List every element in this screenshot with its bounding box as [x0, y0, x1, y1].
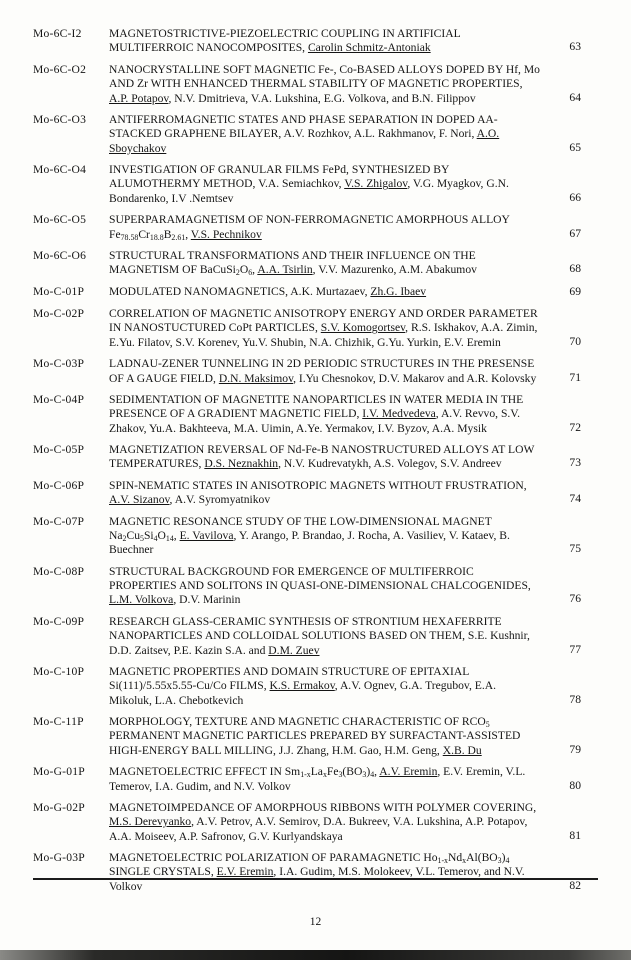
entry-page-number: 65: [569, 140, 581, 154]
title-text: O: [239, 263, 249, 277]
subscript-text: 18.8: [149, 232, 164, 242]
entry-code: Mo-C-06P: [33, 478, 85, 492]
title-text: MAGNETIC RESONANCE STUDY OF THE LOW-DIMENSIONAL MAGNET Na: [109, 514, 492, 542]
toc-entry: [33, 249, 581, 278]
title-text: Al(BO: [466, 851, 498, 864]
title-text: LADNAU-ZENER TUNNELING IN 2D PERIODIC STRUCTURES IN THE PRESENSE OF A GAUGE FIELD,: [109, 357, 535, 385]
author-underlined: A.P. Potapov: [109, 91, 169, 105]
title-text: MORPHOLOGY, TEXTURE AND MAGNETIC CHARACTERISTIC OF RCO: [109, 715, 486, 728]
page-number: 12: [309, 916, 322, 928]
author-underlined: D.S. Neznakhin: [204, 457, 279, 471]
title-text: , R.S. Iskhakov, A.A. Zimin, E.Yu. Filatov, S.V. Korenev, Yu.V. Shubin, N.A. Chizhik, G.Yu. Yurkin, E.V. Eremin: [109, 321, 538, 349]
title-text: STRUCTURAL BACKGROUND FOR EMERGENCE OF MULTIFERROIC PROPERTIES AND SOLITONS IN QUASI-ONE-DIMENSIONAL CHALCOGENIDES,: [109, 564, 531, 592]
scan-edge-artifact: [0, 950, 631, 960]
entry-title: [109, 715, 555, 758]
title-text: ,: [185, 227, 191, 241]
entry-code: Mo-C-03P: [33, 357, 85, 371]
toc-entry: [33, 615, 581, 658]
author-underlined: M.S. Derevyanko: [109, 815, 192, 829]
title-text: , D.V. Marinin: [173, 593, 241, 607]
entry-code: Mo-6C-O6: [33, 248, 87, 262]
subscript-text: x: [322, 770, 327, 780]
author-underlined: V.S. Zhigalov: [344, 177, 408, 191]
entry-title: [109, 565, 555, 608]
subscript-text: 4: [370, 770, 375, 780]
entry-title: [109, 665, 555, 708]
subscript-text: 2.61: [171, 232, 186, 242]
entry-title: [109, 249, 555, 278]
title-text: Nd: [448, 851, 463, 864]
subscript-text: 3: [338, 770, 343, 780]
toc-entry: [33, 665, 581, 708]
author-underlined: S.V. Komogortsev: [320, 321, 406, 335]
entry-page-number: 71: [569, 370, 581, 384]
entry-page-number: 77: [569, 642, 581, 656]
title-text: STRUCTURAL TRANSFORMATIONS AND THEIR INFLUENCE ON THE MAGNETISM OF BaCuSi: [109, 248, 476, 277]
entry-page-number: 73: [569, 456, 581, 470]
toc-entry: [33, 765, 581, 794]
author-underlined: Zh.G. Ibaev: [370, 284, 427, 298]
toc-entry: [33, 113, 581, 156]
entry-title: [109, 515, 555, 558]
entry-page-number: 78: [569, 692, 581, 706]
title-text: MODULATED NANOMAGNETICS, A.K. Murtazaev,: [109, 284, 371, 298]
title-text: , A.V. Ognev, G.A. Tregubov, E.A. Mikoluk, L.A. Chebotkevich: [109, 679, 497, 707]
entry-title: [109, 765, 555, 794]
toc-entry: [33, 393, 581, 436]
toc-entry: [33, 213, 581, 242]
author-underlined: D.N. Maksimov: [218, 371, 294, 385]
subscript-text: 2: [122, 533, 127, 543]
author-underlined: V.S. Pechnikov: [190, 227, 262, 241]
title-text: La: [310, 765, 323, 779]
entry-code: Mo-G-03P: [33, 851, 85, 864]
entry-title: [109, 113, 555, 156]
title-text: B: [163, 227, 172, 241]
author-underlined: A.O. Sboychakov: [109, 127, 500, 155]
title-text: SUPERPARAMAGNETISM OF NON-FERROMAGNETIC AMORPHOUS ALLOY Fe: [109, 213, 510, 241]
title-text: MAGNETIC PROPERTIES AND DOMAIN STRUCTURE OF EPITAXIAL Si(111)/5.55x5.55-Cu/Co FILMS,: [109, 664, 469, 693]
entry-code: Mo-C-11P: [33, 715, 84, 728]
title-text: , I.Yu Chesnokov, D.V. Makarov and A.R. Kolovsky: [293, 371, 537, 385]
title-text: CORRELATION OF MAGNETIC ANISOTROPY ENERGY AND ORDER PARAMETER IN NANOSTUCTURED CoPt PARTICLES,: [109, 307, 538, 335]
entry-code: Mo-C-04P: [33, 392, 85, 406]
author-underlined: A.V. Sizanov: [109, 493, 170, 507]
title-text: INVESTIGATION OF GRANULAR FILMS FePd, SYNTHESIZED BY ALUMOTHERMY METHOD, V.A. Semiachkov,: [109, 163, 449, 191]
subscript-text: x: [462, 855, 467, 865]
entry-page-number: 79: [569, 742, 581, 756]
entry-code: Mo-C-07P: [33, 514, 85, 528]
entry-code: Mo-C-02P: [33, 307, 85, 320]
subscript-text: 3: [497, 855, 502, 865]
title-text: ): [366, 765, 371, 779]
title-text: O: [157, 528, 166, 542]
entry-page-number: 80: [569, 778, 581, 792]
entry-code: Mo-C-10P: [33, 664, 85, 678]
entry-title: [109, 801, 555, 844]
toc-entry: [33, 163, 581, 206]
entry-code: Mo-C-09P: [33, 614, 85, 628]
title-text: NANOCRYSTALLINE SOFT MAGNETIC Fe-, Co-BASED ALLOYS DOPED BY Hf, Mo AND Zr WITH ENHANCED THERMAL STABILITY OF MAGNETIC PROPERTIES,: [109, 62, 540, 91]
entry-page-number: 64: [569, 90, 581, 104]
subscript-text: 4: [505, 855, 510, 865]
subscript-text: 1-x: [437, 855, 448, 865]
entry-page-number: 69: [569, 284, 581, 298]
toc-entry: [33, 801, 581, 844]
entry-code: Mo-C-01P: [33, 284, 85, 298]
author-underlined: K.S. Ermakov: [269, 679, 335, 693]
title-text: (BO: [342, 765, 363, 779]
title-text: Cr: [138, 227, 150, 241]
toc-entry: [33, 285, 581, 300]
title-text: ANTIFERROMAGNETIC STATES AND PHASE SEPARATION IN DOPED AA-STACKED GRAPHENE BILAYER, A.V. Rozhkov, A.L. Rakhmanov, F. Nori,: [109, 112, 498, 141]
title-text: ): [501, 851, 506, 864]
entry-title: [109, 393, 555, 436]
title-text: ,: [374, 765, 380, 779]
author-underlined: E.V. Eremin: [216, 865, 274, 879]
title-text: RESEARCH GLASS-CERAMIC SYNTHESIS OF STRONTIUM HEXAFERRITE NANOPARTICLES AND COLLOIDAL SOLUTIONS BASED ON THEM, S.E. Kushnir, D.D. Zaitsev, P.E. Kazin S.A. and: [109, 614, 530, 657]
entry-code: Mo-6C-O3: [33, 112, 87, 126]
entry-title: [109, 357, 555, 386]
entry-title: [109, 307, 555, 350]
entry-title: [109, 163, 555, 206]
entry-page-number: 75: [569, 542, 581, 556]
subscript-text: 5: [485, 719, 490, 729]
entry-page-number: 68: [569, 262, 581, 276]
title-text: MAGNETOIMPEDANCE OF AMORPHOUS RIBBONS WITH POLYMER COVERING,: [109, 800, 537, 814]
author-underlined: A.V. Eremin: [379, 765, 438, 779]
toc-entry: [33, 715, 581, 758]
entry-code: Mo-C-08P: [33, 564, 85, 578]
title-text: Cu: [126, 528, 140, 542]
author-underlined: L.M. Volkova: [109, 593, 174, 607]
toc-entry: [33, 443, 581, 472]
entry-page-number: 70: [569, 334, 581, 348]
entry-title: [109, 27, 555, 56]
subscript-text: 3: [362, 770, 367, 780]
entry-code: Mo-G-01P: [33, 765, 85, 779]
title-text: MAGNETIZATION REVERSAL OF Nd-Fe-B NANOSTRUCTURED ALLOYS AT LOW TEMPERATURES,: [109, 443, 535, 471]
title-text: , V.V. Mazurenko, A.M. Abakumov: [312, 263, 477, 277]
title-text: ,: [173, 528, 180, 542]
subscript-text: 2: [235, 268, 240, 278]
entry-title: [109, 479, 555, 508]
subscript-text: 1-x: [300, 770, 311, 780]
title-text: , V.G. Myagkov, G.N. Bondarenko, I.V .Nemtsev: [109, 177, 509, 205]
title-text: SPIN-NEMATIC STATES IN ANISOTROPIC MAGNETS WITHOUT FRUSTRATION,: [109, 478, 527, 492]
entry-code: Mo-G-02P: [33, 800, 85, 814]
title-text: , Y. Arango, P. Brandao, J. Rocha, A. Vasiliev, V. Kataev, B. Buechner: [109, 528, 510, 557]
entry-code: Mo-6C-O5: [33, 213, 87, 227]
entry-title: [109, 443, 555, 472]
entry-page-number: 81: [569, 828, 581, 842]
subscript-text: 6: [248, 268, 253, 278]
title-text: , A.V. Revvo, S.V. Zhakov, Yu.A. Bakhteeva, M.A. Uimin, A.Ye. Yermakov, I.V. Byzov, A.A. Mysik: [109, 407, 521, 435]
entry-page-number: 82: [569, 878, 581, 892]
toc-entry: [33, 307, 581, 350]
title-text: MAGNETOSTRICTIVE-PIEZOELECTRIC COUPLING IN ARTIFICIAL MULTIFERROIC NANOCOMPOSITES,: [109, 27, 461, 55]
entry-title: [109, 615, 555, 658]
title-text: , I.A. Gudim, M.S. Molokeev, V.L. Temerov, and N.V. Volkov: [109, 865, 525, 893]
author-underlined: E. Vavilova: [179, 528, 234, 542]
entry-page-number: 74: [569, 492, 581, 506]
title-text: ,: [252, 263, 258, 277]
author-underlined: I.V. Medvedeva: [362, 407, 436, 421]
toc-entry: [33, 357, 581, 386]
subscript-text: 4: [153, 533, 158, 543]
subscript-text: 78.58: [120, 232, 139, 242]
entry-page-number: 66: [569, 190, 581, 204]
footer-rule: [33, 878, 598, 880]
subscript-text: 5: [140, 533, 144, 543]
author-underlined: Carolin Schmitz-Antoniak: [307, 41, 431, 55]
author-underlined: A.A. Tsirlin: [257, 263, 313, 277]
title-text: PERMANENT MAGNETIC PARTICLES PREPARED BY SURFACTANT-ASSISTED HIGH-ENERGY BALL MILLING, J.J. Zhang, H.M. Gao, H.M. Geng,: [109, 729, 521, 757]
entry-title: [109, 285, 555, 300]
title-text: MAGNETOELECTRIC POLARIZATION OF PARAMAGNETIC Ho: [109, 851, 438, 864]
entry-code: Mo-6C-O2: [33, 62, 87, 76]
title-text: SEDIMENTATION OF MAGNETITE NANOPARTICLES IN WATER MEDIA IN THE PRESENCE OF A GRADIENT MAGNETIC FIELD,: [109, 392, 524, 421]
entry-page-number: 63: [569, 40, 581, 54]
title-text: MAGNETOELECTRIC EFFECT IN Sm: [109, 765, 301, 779]
entry-title: [109, 63, 555, 106]
title-text: , N.V. Dmitrieva, V.A. Lukshina, E.G. Volkova, and B.N. Filippov: [168, 91, 476, 105]
title-text: , E.V. Eremin, V.L. Temerov, I.A. Gudim, and N.V. Volkov: [109, 765, 526, 793]
toc-entry: [33, 515, 581, 558]
toc-entry: [33, 27, 581, 56]
toc-entry: [33, 63, 581, 106]
entry-title: [109, 851, 555, 894]
entry-page-number: 76: [569, 592, 581, 606]
toc-list: [33, 27, 581, 894]
title-text: , A.V. Syromyatnikov: [169, 493, 271, 507]
entry-code: Mo-C-05P: [33, 443, 85, 456]
entry-page-number: 72: [569, 420, 581, 434]
title-text: , N.V. Kudrevatykh, A.S. Volegov, S.V. Andreev: [278, 457, 502, 471]
entry-page-number: 67: [569, 226, 581, 240]
toc-entry: [33, 851, 581, 894]
subscript-text: 14: [165, 533, 174, 543]
title-text: Fe: [326, 765, 339, 779]
toc-entry: [33, 479, 581, 508]
title-text: SINGLE CRYSTALS,: [109, 865, 217, 879]
entry-code: Mo-6C-I2: [33, 27, 82, 40]
author-underlined: D.M. Zuev: [268, 643, 320, 657]
toc-entry: [33, 565, 581, 608]
entry-title: [109, 213, 555, 242]
title-text: Si: [143, 528, 154, 542]
title-text: , A.V. Petrov, A.V. Semirov, D.A. Bukreev, V.A. Lukshina, A.P. Potapov, A.A. Moiseev, A.P. Safronov, G.V. Kurlyandskaya: [109, 815, 528, 843]
entry-code: Mo-6C-O4: [33, 163, 87, 176]
author-underlined: X.B. Du: [442, 743, 482, 757]
